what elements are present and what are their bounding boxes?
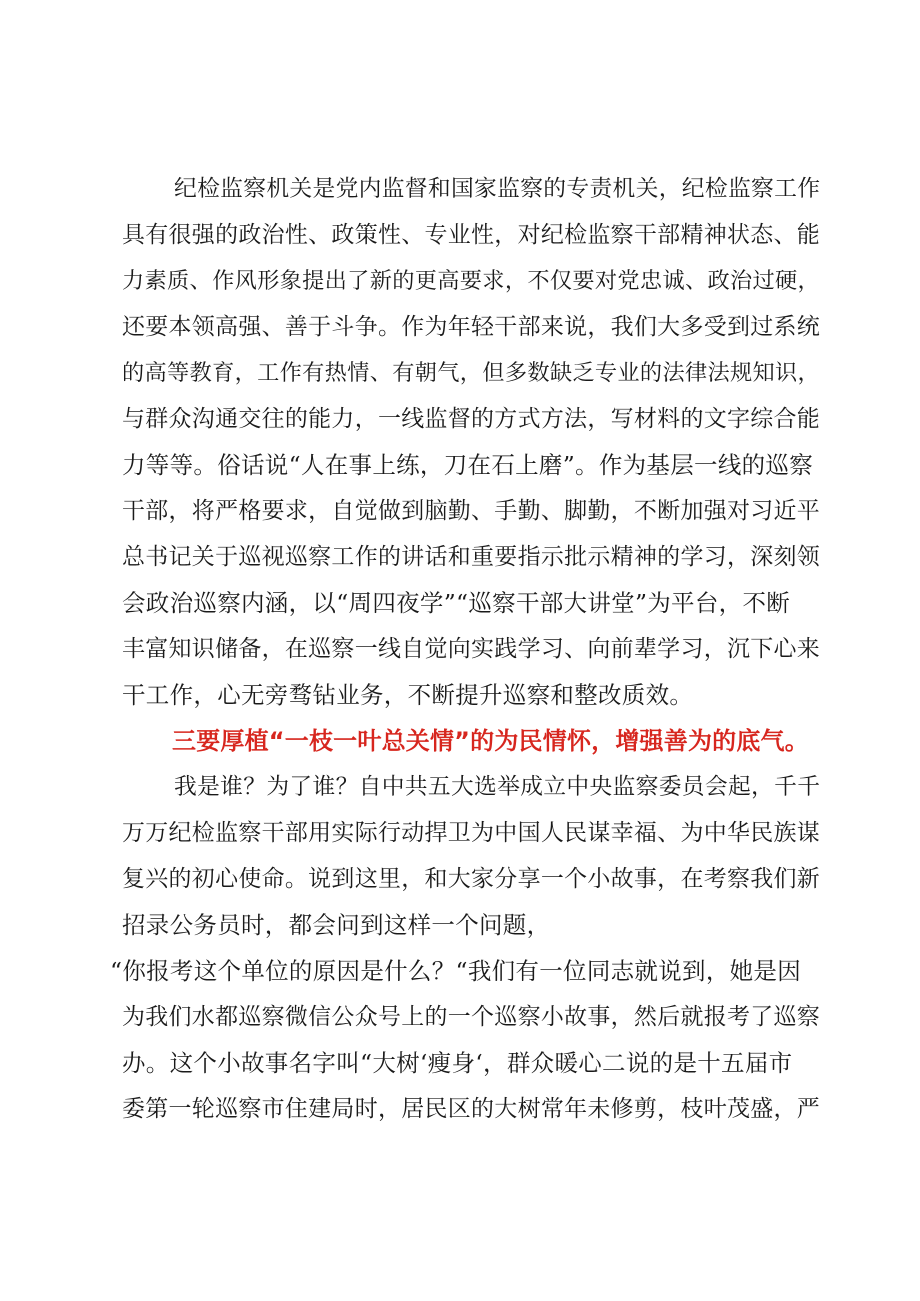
- p1-line-7: 力等等。俗话说“人在事上练，刀在石上磨”。作为基层一线的巡察: [122, 451, 814, 479]
- p1-line-3: 力素质、作风形象提出了新的更高要求，不仅要对党忠诚、政治过硬，: [122, 268, 821, 294]
- p2-line-4: 招录公务员时，都会问到这样一个问题，: [122, 911, 551, 939]
- p1-line-12: 干工作，心无旁骛钻业务，不断提升巡察和整改质效。: [122, 681, 694, 709]
- p2-line-5: “你报考这个单位的原因是什么？“我们有一位同志就说到，她是因: [110, 957, 802, 985]
- p2-line-3: 复兴的初心使命。说到这里，和大家分享一个小故事，在考察我们新: [122, 866, 821, 892]
- p1-line-2: 具有很强的政治性、政策性、专业性，对纪检监察干部精神状态、能: [122, 222, 821, 248]
- section-heading: 三要厚植“一枝一叶总关情”的为民情怀，增强善为的底气。: [172, 727, 809, 755]
- p1-line-4: 还要本领高强、善于斗争。作为年轻干部来说，我们大多受到过系统: [122, 314, 821, 340]
- p1-line-6: 与群众沟通交往的能力，一线监督的方式方法，写材料的文字综合能: [122, 406, 821, 432]
- p2-line-1: 我是谁？为了谁？自中共五大选举成立中央监察委员会起，千千: [174, 774, 821, 800]
- p2-line-2: 万万纪检监察干部用实际行动捍卫为中国人民谋幸福、为中华民族谋: [122, 820, 821, 846]
- p1-line-5: 的高等教育，工作有热情、有朝气，但多数缺乏专业的法律法规知识，: [122, 360, 821, 386]
- p2-line-8: 委第一轮巡察市住建局时，居民区的大树常年未修剪，枝叶茂盛，严: [122, 1096, 821, 1122]
- p1-line-10: 会政治巡察内涵，以“周四夜学”“巡察干部大讲堂”为平台，不断: [122, 589, 791, 617]
- p1-line-8: 干部，将严格要求，自觉做到脑勤、手勤、脚勤，不断加强对习近平: [122, 498, 821, 524]
- p1-line-9: 总书记关于巡视巡察工作的讲话和重要指示批示精神的学习，深刻领: [122, 544, 821, 570]
- p1-line-1: 纪检监察机关是党内监督和国家监察的专责机关，纪检监察工作: [174, 176, 821, 202]
- p2-line-6: 为我们水都巡察微信公众号上的一个巡察小故事，然后就报考了巡察: [122, 1004, 821, 1030]
- p1-line-11: 丰富知识储备，在巡察一线自觉向实践学习、向前辈学习，沉下心来: [122, 636, 821, 662]
- p2-line-7: 办。这个小故事名字叫“大树‘瘦身‘，群众暖心二说的是十五届市: [122, 1049, 793, 1077]
